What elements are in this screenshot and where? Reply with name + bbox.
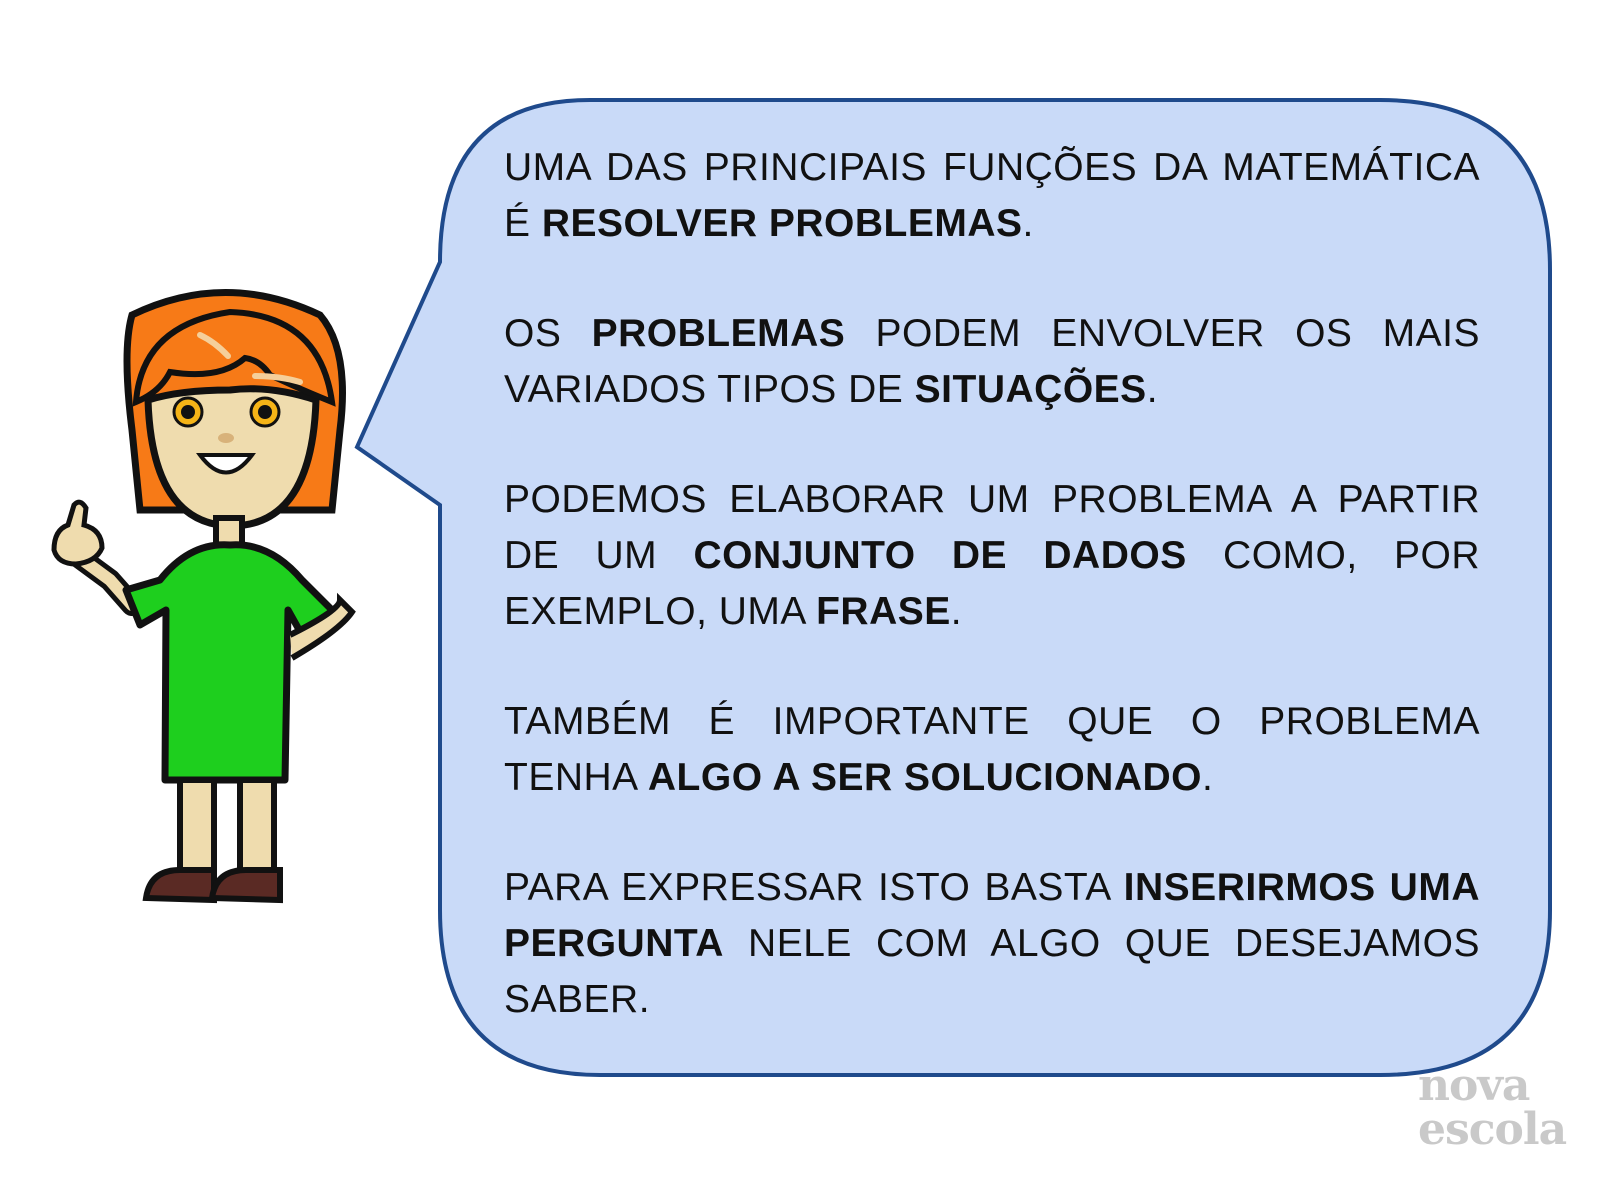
bold-text: ALGO A SER SOLUCIONADO (647, 756, 1202, 799)
bold-text: RESOLVER PROBLEMAS (541, 202, 1023, 245)
text-segment: PARA EXPRESSAR ISTO BASTA (504, 866, 1124, 909)
nova-escola-logo (1418, 1060, 1567, 1155)
logo-line-escola: escola (1418, 1104, 1567, 1155)
bold-text: SITUAÇÕES (914, 368, 1147, 411)
text-segment: TAMBÉM É IMPORTANTE QUE O PROBLEMA TENHA (504, 700, 1480, 799)
bold-text: FRASE (816, 590, 951, 633)
text-segment: . (950, 590, 963, 633)
text-segment: PODEM ENVOLVER OS MAIS VARIADOS TIPOS DE (504, 312, 1481, 411)
text-segment: OS (504, 312, 592, 355)
paragraph (504, 472, 1480, 640)
bold-text: CONJUNTO DE DADOS (693, 534, 1187, 577)
text-segment: PODEMOS ELABORAR UM PROBLEMA A PARTIR DE UM (504, 478, 1480, 577)
girl-thumbs-up-icon (40, 280, 370, 940)
paragraph (504, 140, 1480, 252)
text-segment: . (1146, 368, 1159, 411)
bold-text: PROBLEMAS (591, 312, 846, 355)
text-segment: COMO, POR EXEMPLO, UMA (504, 534, 1481, 633)
paragraph (504, 860, 1480, 1028)
paragraph (504, 694, 1480, 806)
paragraph (504, 306, 1480, 418)
text-segment: . (1022, 202, 1034, 245)
text-segment: UMA DAS PRINCIPAIS FUNÇÕES DA MATEMÁTICA É (504, 146, 1480, 245)
bold-text: INSERIRMOS UMA PERGUNTA (504, 866, 1481, 965)
text-segment: NELE COM ALGO QUE DESEJAMOS SABER. (504, 922, 1480, 1021)
logo-line-nova: nova (1418, 1060, 1530, 1111)
text-segment: . (1202, 756, 1214, 799)
speech-text (504, 140, 1480, 1082)
